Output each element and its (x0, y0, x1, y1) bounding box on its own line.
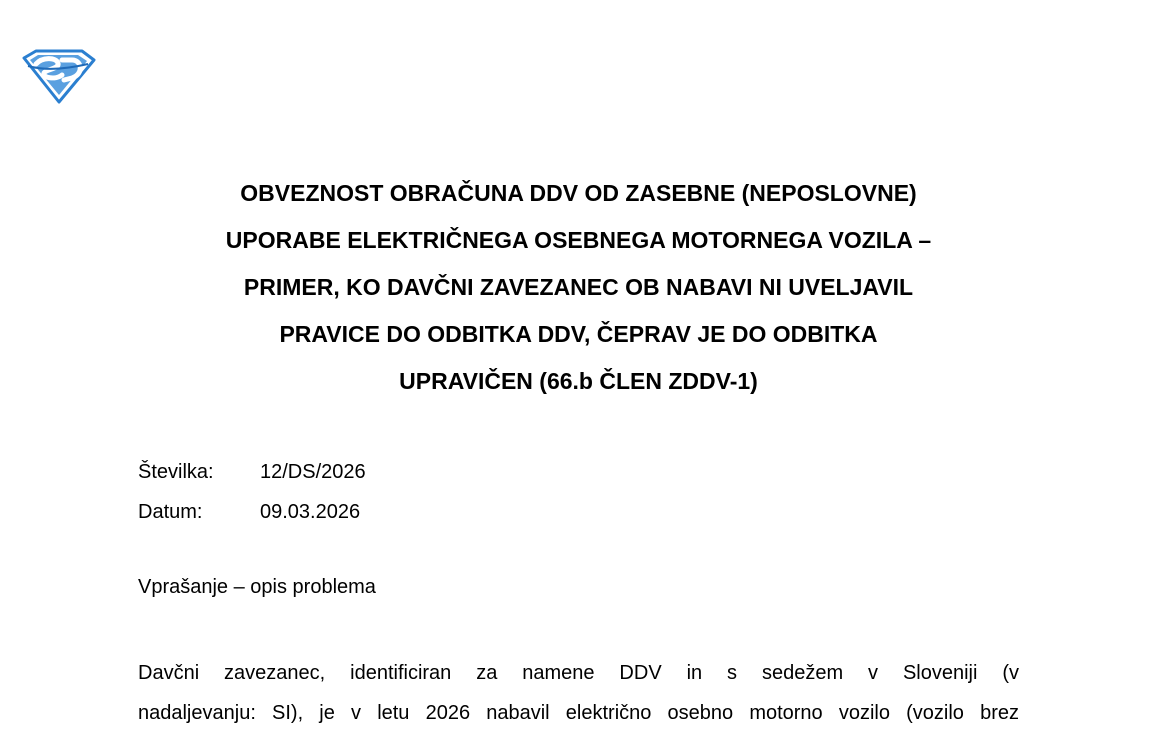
date-value: 09.03.2026 (260, 501, 361, 523)
title-line: PRAVICE DO ODBITKA DDV, ČEPRAV JE DO ODBITKA (279, 321, 878, 347)
company-logo-icon (22, 48, 96, 104)
title-line: UPRAVIČEN (66.b ČLEN ZDDV-1) (399, 368, 758, 394)
title-line: PRIMER, KO DAVČNI ZAVEZANEC OB NABAVI NI UVELJAVIL (243, 274, 914, 300)
document-title (138, 170, 1019, 405)
meta-date-row (138, 492, 366, 532)
meta-number-row (138, 452, 366, 492)
number-label: Številka: (138, 461, 214, 483)
section-heading: Vprašanje – opis problema (138, 576, 376, 598)
body-paragraph (138, 653, 1019, 733)
title-line: UPORABE ELEKTRIČNEGA OSEBNEGA MOTORNEGA VOZILA – (225, 227, 932, 253)
title-line: OBVEZNOST OBRAČUNA DDV OD ZASEBNE (NEPOSLOVNE) (240, 180, 917, 206)
body-line: nadaljevanju: SI), je v letu 2026 nabavil električno osebno motorno vozilo (vozilo brez (138, 702, 1019, 724)
number-value: 12/DS/2026 (260, 461, 366, 483)
date-label: Datum: (138, 501, 203, 523)
body-line: Davčni zavezanec, identificiran za namene DDV in s sedežem v Sloveniji (v (138, 662, 1019, 684)
document-meta (138, 452, 366, 532)
